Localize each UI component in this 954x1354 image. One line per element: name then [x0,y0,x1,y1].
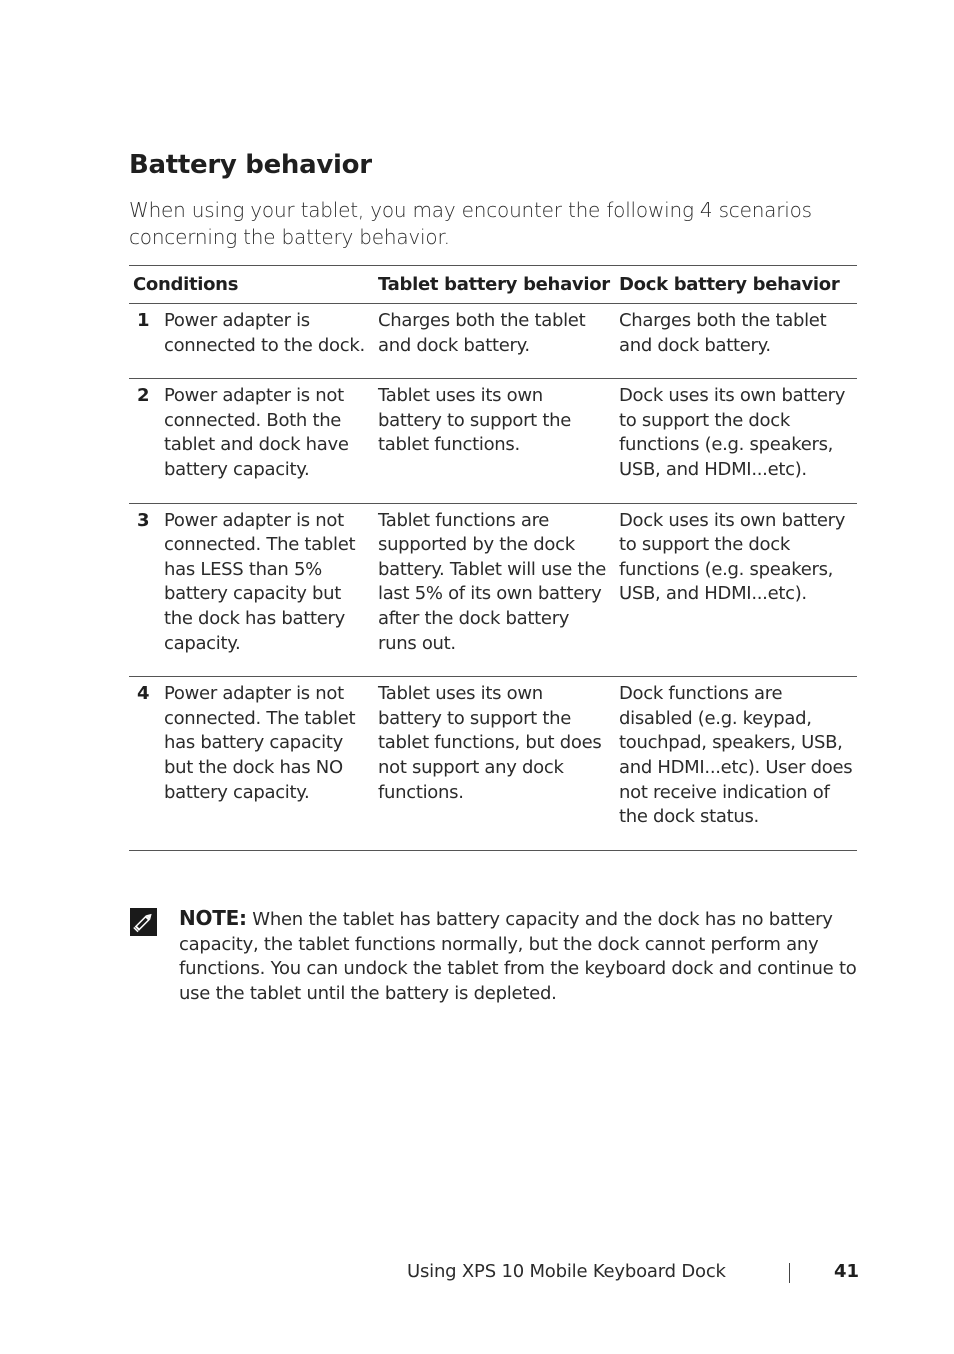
tablet-behavior-cell: Tablet functions are supported by the dock battery. Tablet will use the last 5% of its own battery after the dock battery runs out. [374,503,615,677]
tablet-behavior-cell: Tablet uses its own battery to support the tablet functions, but does not support any dock functions. [374,677,615,851]
table-header-row [129,266,857,304]
tablet-behavior-cell: Tablet uses its own battery to support the tablet functions. [374,379,615,503]
tablet-behavior-cell: Charges both the tablet and dock battery. [374,304,615,379]
table-row [129,304,857,379]
dock-behavior-cell: Dock uses its own battery to support the dock functions (e.g. speakers, USB, and HDMI...etc). [615,379,857,503]
row-number: 4 [129,677,160,851]
table-row [129,379,857,503]
note-body: When the tablet has battery capacity and the dock has no battery capacity, the tablet functions normally, but the dock cannot perform any functions. You can undock the tablet from the keyboard dock and continue to use the tablet until the battery is depleted. [179,909,857,1004]
condition-cell: Power adapter is not connected. The tablet has LESS than 5% battery capacity but the dock has battery capacity. [160,503,374,677]
header-dock-behavior: Dock battery behavior [615,266,857,304]
footer-title: Using XPS 10 Mobile Keyboard Dock [407,1261,726,1282]
pencil-note-icon [130,908,157,936]
page-title: Battery behavior [129,150,372,180]
intro-paragraph: When using your tablet, you may encounter the following 4 scenarios concerning the battery behavior. [129,198,812,249]
row-number: 1 [129,304,160,379]
note-label: NOTE: [179,906,247,930]
row-number: 2 [129,379,160,503]
dock-behavior-cell: Dock functions are disabled (e.g. keypad, touchpad, speakers, USB, and HDMI...etc). User does not receive indication of the dock status. [615,677,857,851]
header-conditions: Conditions [129,266,374,304]
table-row [129,677,857,851]
page-number: 41 [834,1261,860,1282]
note-paragraph [179,906,859,1006]
table-row [129,503,857,677]
header-tablet-behavior: Tablet battery behavior [374,266,615,304]
dock-behavior-cell: Dock uses its own battery to support the dock functions (e.g. speakers, USB, and HDMI...etc). [615,503,857,677]
footer-divider [789,1263,790,1283]
battery-behavior-table [129,265,857,851]
condition-cell: Power adapter is connected to the dock. [160,304,374,379]
condition-cell: Power adapter is not connected. Both the tablet and dock have battery capacity. [160,379,374,503]
row-number: 3 [129,503,160,677]
dock-behavior-cell: Charges both the tablet and dock battery. [615,304,857,379]
condition-cell: Power adapter is not connected. The tablet has battery capacity but the dock has NO battery capacity. [160,677,374,851]
